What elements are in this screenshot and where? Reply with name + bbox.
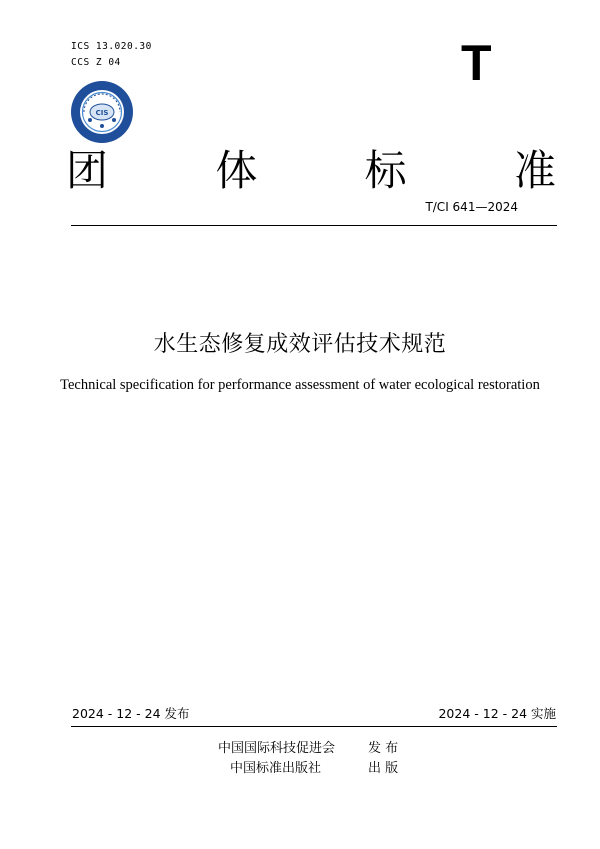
publisher-row	[218, 739, 398, 759]
standard-category-letter: T	[461, 35, 492, 91]
publisher-role: 发 布	[368, 741, 399, 756]
publisher-block	[218, 739, 398, 779]
publisher-role: 出 版	[368, 761, 399, 776]
group-standard-title	[66, 146, 556, 196]
title-char-4: 准	[513, 146, 556, 195]
title-char-1: 团	[66, 146, 109, 195]
title-char-2: 体	[215, 146, 258, 195]
publisher-row	[218, 759, 398, 779]
organization-seal-logo	[70, 80, 134, 144]
publisher-name: 中国国际科技促进会	[218, 741, 336, 756]
document-title-chinese: 水生态修复成效评估技术规范	[153, 332, 447, 357]
publisher-name: 中国标准出版社	[230, 761, 322, 776]
title-char-3: 标	[364, 146, 407, 195]
standard-number: T/CI 641—2024	[425, 200, 518, 214]
logo-center-text: CIS	[95, 109, 109, 117]
bottom-divider	[71, 726, 557, 727]
ccs-code: CCS Z 04	[71, 57, 121, 68]
top-divider	[71, 225, 557, 226]
publish-date: 2024 - 12 - 24 发布	[72, 706, 190, 721]
ics-code: ICS 13.020.30	[71, 41, 152, 52]
implement-date: 2024 - 12 - 24 实施	[438, 706, 556, 721]
document-title-english: Technical specification for performance assessment of water ecological restoration	[60, 377, 540, 393]
